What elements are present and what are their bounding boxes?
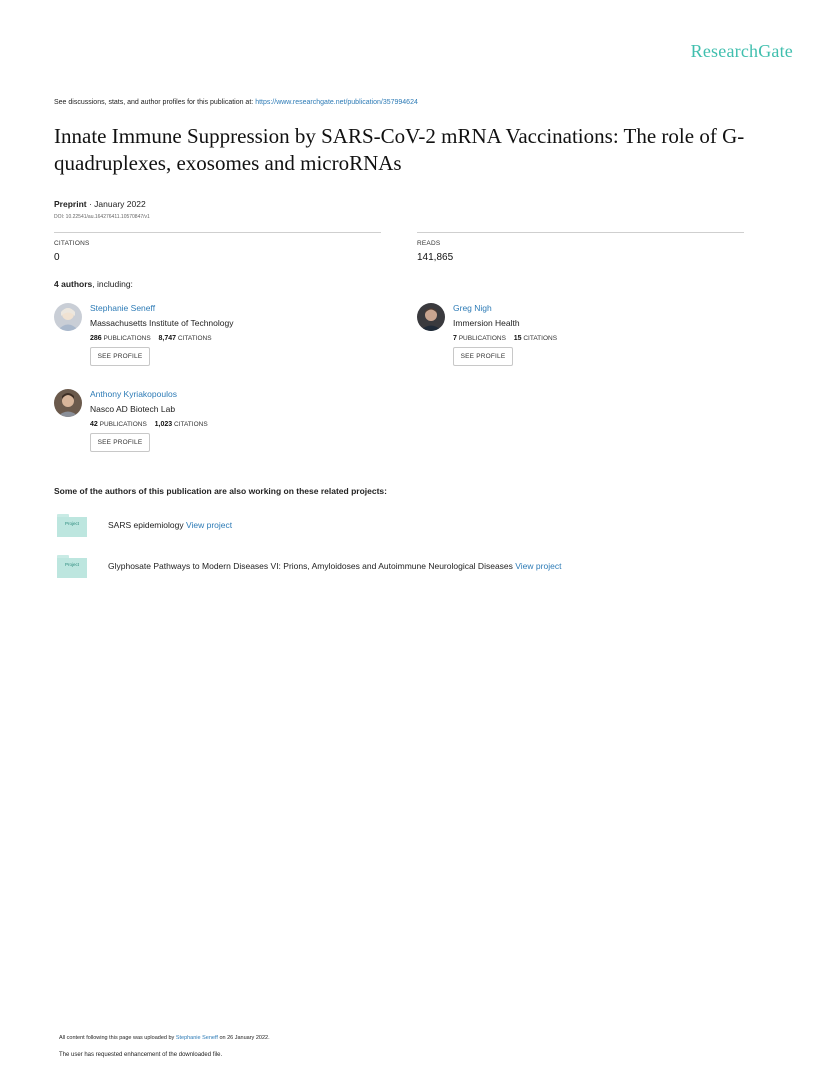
reads-divider — [417, 232, 744, 233]
view-project-link[interactable]: View project — [185, 520, 233, 530]
author-publications-count: 7 — [453, 335, 457, 342]
avatar[interactable] — [54, 389, 82, 417]
author-publications-label: PUBLICATIONS — [99, 421, 147, 428]
publication-type-line — [54, 199, 146, 209]
author-publications-count: 42 — [90, 421, 98, 428]
author-stats — [453, 335, 557, 342]
author-publications-count: 286 — [90, 335, 102, 342]
author-publications-label: PUBLICATIONS — [458, 335, 506, 342]
avatar[interactable] — [417, 303, 445, 331]
person-photo-icon — [54, 303, 82, 331]
author-citations-label: CITATIONS — [177, 335, 212, 342]
author-citations-count: 15 — [513, 335, 522, 342]
enhancement-note: The user has requested enhancement of the downloaded file. — [59, 1052, 223, 1058]
publication-doi: DOI: 10.22541/au.164276411.10570847/v1 — [54, 214, 150, 220]
citations-divider — [54, 232, 381, 233]
upload-notice — [59, 1035, 270, 1041]
authors-suffix: , including: — [92, 279, 133, 289]
avatar[interactable] — [54, 303, 82, 331]
citations-label: CITATIONS — [54, 240, 90, 247]
citations-value: 0 — [54, 252, 60, 263]
author-institution: Immersion Health — [453, 318, 520, 328]
project-folder-icon[interactable] — [56, 555, 88, 579]
author-citations-count: 8,747 — [158, 335, 177, 342]
see-discussions-text: See discussions, stats, and author profiles for this publication at: — [54, 99, 254, 106]
person-photo-icon — [417, 303, 445, 331]
see-profile-button[interactable]: SEE PROFILE — [90, 433, 150, 452]
reads-label: READS — [417, 240, 441, 247]
author-citations-label: CITATIONS — [523, 335, 558, 342]
related-projects-heading: Some of the authors of this publication are also working on these related projects: — [54, 486, 387, 496]
project-title: Glyphosate Pathways to Modern Diseases VI: Prions, Amyloidoses and Autoimmune Neurological Diseases — [108, 561, 513, 571]
see-profile-button[interactable]: SEE PROFILE — [453, 347, 513, 366]
researchgate-logo[interactable]: ResearchGate — [690, 41, 793, 61]
upload-prefix: All content following this page was uploaded by — [59, 1035, 175, 1041]
author-institution: Nasco AD Biotech Lab — [90, 404, 176, 414]
author-stats — [90, 335, 212, 342]
project-item — [56, 555, 756, 581]
project-title: SARS epidemiology — [108, 520, 184, 530]
authors-summary — [54, 279, 133, 289]
author-publications-label: PUBLICATIONS — [103, 335, 151, 342]
author-card — [417, 303, 717, 367]
upload-suffix: on 26 January 2022. — [219, 1035, 270, 1041]
authors-count: 4 authors — [54, 279, 93, 289]
publication-url-line — [54, 99, 418, 106]
view-project-link[interactable]: View project — [515, 561, 562, 571]
project-text — [108, 561, 561, 571]
author-card — [54, 303, 354, 367]
author-card — [54, 389, 354, 453]
author-name-link[interactable]: Stephanie Seneff — [90, 303, 156, 313]
project-icon-label: Project — [64, 562, 79, 567]
publication-date: · January 2022 — [88, 199, 146, 209]
author-citations-count: 1,023 — [154, 421, 173, 428]
author-institution: Massachusetts Institute of Technology — [90, 318, 234, 328]
person-photo-icon — [54, 389, 82, 417]
project-folder-icon[interactable] — [56, 514, 88, 538]
project-item — [56, 514, 756, 540]
author-name-link[interactable]: Anthony Kyriakopoulos — [90, 389, 177, 399]
publication-type: Preprint — [54, 199, 87, 209]
reads-value: 141,865 — [417, 252, 454, 263]
author-stats — [90, 421, 208, 428]
author-citations-label: CITATIONS — [173, 421, 208, 428]
publication-title: Innate Immune Suppression by SARS-CoV-2 mRNA Vaccinations: The role of G-quadruplexes, exosomes and microRNAs — [54, 124, 745, 175]
see-profile-button[interactable]: SEE PROFILE — [90, 347, 150, 366]
project-text — [108, 520, 232, 530]
project-icon-label: Project — [64, 521, 79, 526]
author-name-link[interactable]: Greg Nigh — [453, 303, 492, 313]
publication-url-link[interactable]: https://www.researchgate.net/publication/357994624 — [255, 99, 418, 106]
uploader-link[interactable]: Stephanie Seneff — [175, 1035, 218, 1041]
